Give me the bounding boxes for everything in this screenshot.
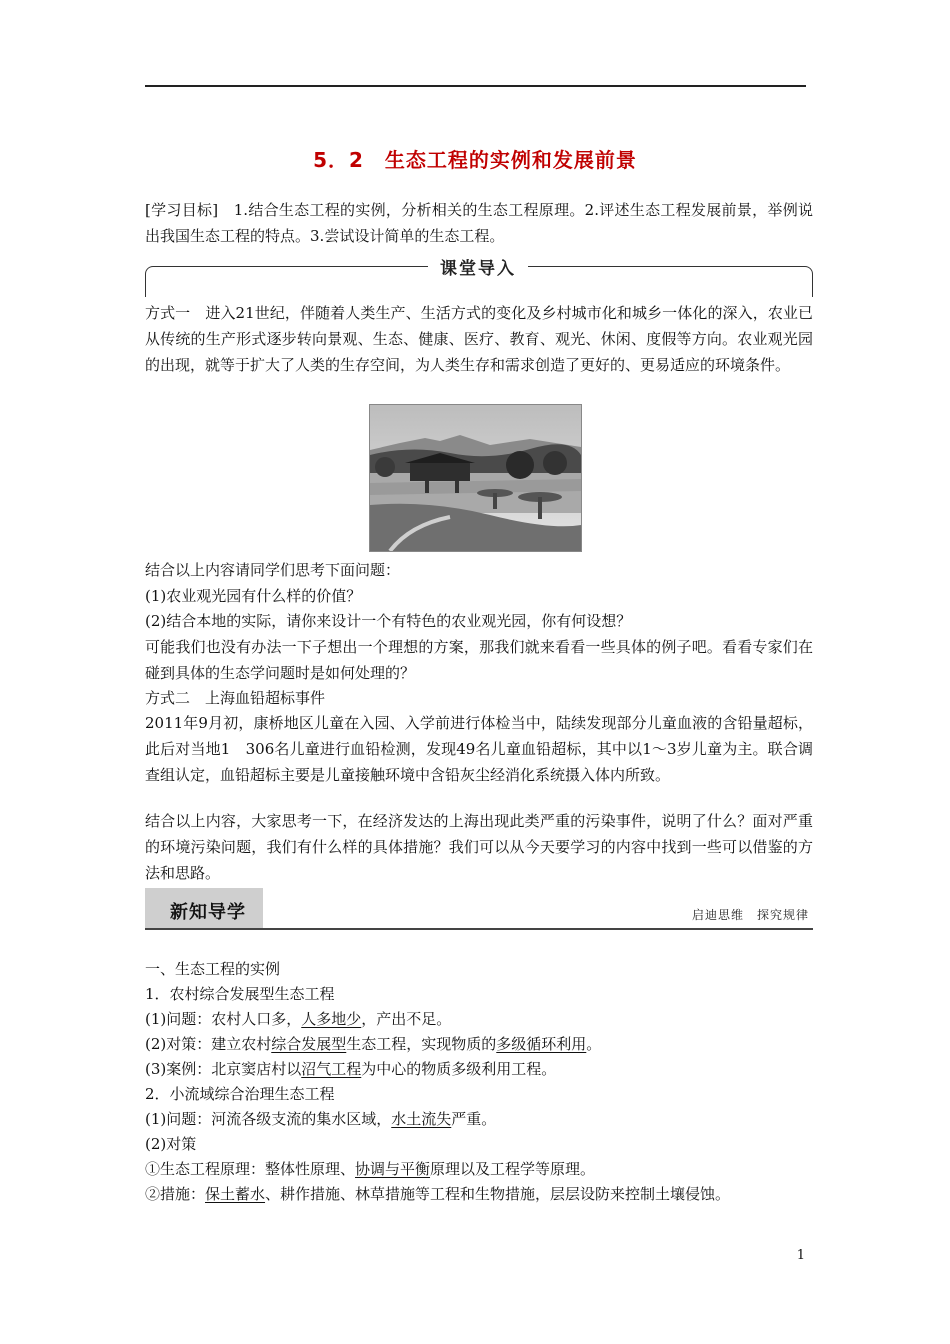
new-knowledge-heading: 新知导学 (170, 902, 246, 923)
method-two-question: 结合以上内容，大家思考一下，在经济发达的上海出现此类严重的污染事件，说明了什么？面对严重的环境污染问题，我们有什么样的具体措施？我们可以从今天要学习的内容中找到一些可以借鉴的方法和思路。 (145, 812, 813, 882)
underlined-answer: 保土蓄水 (205, 1185, 266, 1203)
item-problem-2 (145, 1106, 813, 1132)
text-segment: 为中心的物质多级利用工程。 (361, 1060, 557, 1078)
text-segment: 。 (586, 1035, 602, 1053)
text-segment: 生态工程，实现物质的 (346, 1035, 497, 1053)
section-1-heading: 一、生态工程的实例 (145, 960, 281, 978)
item-case-1 (145, 1056, 813, 1082)
text-segment: 严重。 (451, 1110, 497, 1128)
underlined-answer: 人多地少 (301, 1010, 362, 1028)
item-problem-1 (145, 1006, 813, 1032)
method-one-paragraph: 方式一 进入21世纪，伴随着人类生产、生活方式的变化及乡村城市化和城乡一体化的深入，农业已从传统的生产形式逐步转向景观、生态、健康、医疗、教育、观光、休闲、度假等方向。农业观光园的出现，就等于扩大了人类的生存空间，为人类生存和需求创造了更好的、更易适应的环境条件。 (145, 304, 813, 374)
item-measures (145, 1181, 813, 1207)
text-segment: (2)对策：建立农村 (145, 1035, 272, 1053)
question-prompt: 结合以上内容请同学们思考下面问题： (145, 561, 401, 579)
underlined-answer: 综合发展型 (271, 1035, 347, 1053)
new-knowledge-tagline: 启迪思维 探究规律 (691, 908, 809, 922)
section-1-1-heading: 1．农村综合发展型生态工程 (145, 985, 335, 1003)
underlined-answer: 协调与平衡 (355, 1160, 431, 1178)
new-knowledge-header (145, 888, 813, 930)
text-segment: (3)案例：北京窦店村以 (145, 1060, 302, 1078)
page-number: 1 (796, 1248, 805, 1263)
item-principle (145, 1156, 813, 1182)
item-strategy-2: (2)对策 (145, 1135, 197, 1153)
header-rule (145, 85, 806, 87)
method-two-paragraph: 2011年9月初，康桥地区儿童在入园、入学前进行体检当中，陆续发现部分儿童血液的含铅量超标，此后对当地1 306名儿童进行血铅检测，发现49名儿童血铅超标，其中以1～3岁儿童为主。联合调查组认定，血铅超标主要是儿童接触环境中含铅灰尘经消化系统摄入体内所致。 (145, 714, 813, 784)
new-knowledge-tab (145, 888, 263, 928)
underlined-answer: 多级循环利用 (496, 1035, 587, 1053)
text-segment: 原理以及工程学等原理。 (430, 1160, 596, 1178)
question-1: (1)农业观光园有什么样的价值？ (145, 587, 362, 605)
intro-section-heading: 课堂导入 (428, 254, 528, 279)
lake-pavilion-image (370, 405, 581, 551)
learning-objectives: [学习目标] 1.结合生态工程的实例，分析相关的生态工程原理。2.评述生态工程发展前景，举例说出我国生态工程的特点。3.尝试设计简单的生态工程。 (145, 201, 813, 245)
underlined-answer: 水土流失 (391, 1110, 452, 1128)
text-segment: (1)问题：河流各级支流的集水区域， (145, 1110, 392, 1128)
text-segment: ②措施： (145, 1185, 206, 1203)
text-segment: ①生态工程原理：整体性原理、 (145, 1160, 356, 1178)
text-segment: 、耕作措施、林草措施等工程和生物措施，层层设防来控制土壤侵蚀。 (265, 1185, 731, 1203)
question-2: (2)结合本地的实际，请你来设计一个有特色的农业观光园，你有何设想？ (145, 612, 632, 630)
transition-paragraph: 可能我们也没有办法一下子想出一个理想的方案，那我们就来看看一些具体的例子吧。看看专家们在碰到具体的生态学问题时是如何处理的？ (145, 638, 813, 682)
method-two-title: 方式二 上海血铅超标事件 (145, 689, 326, 707)
section-1-2-heading: 2．小流域综合治理生态工程 (145, 1085, 335, 1103)
agri-park-photo (369, 404, 582, 552)
underlined-answer: 沼气工程 (301, 1060, 362, 1078)
text-segment: ，产出不足。 (361, 1010, 452, 1028)
new-knowledge-rule (145, 928, 813, 930)
intro-section-header (145, 259, 813, 296)
item-strategy-1 (145, 1031, 813, 1057)
page-title: 5．2 生态工程的实例和发展前景 (313, 148, 637, 172)
text-segment: (1)问题：农村人口多， (145, 1010, 302, 1028)
